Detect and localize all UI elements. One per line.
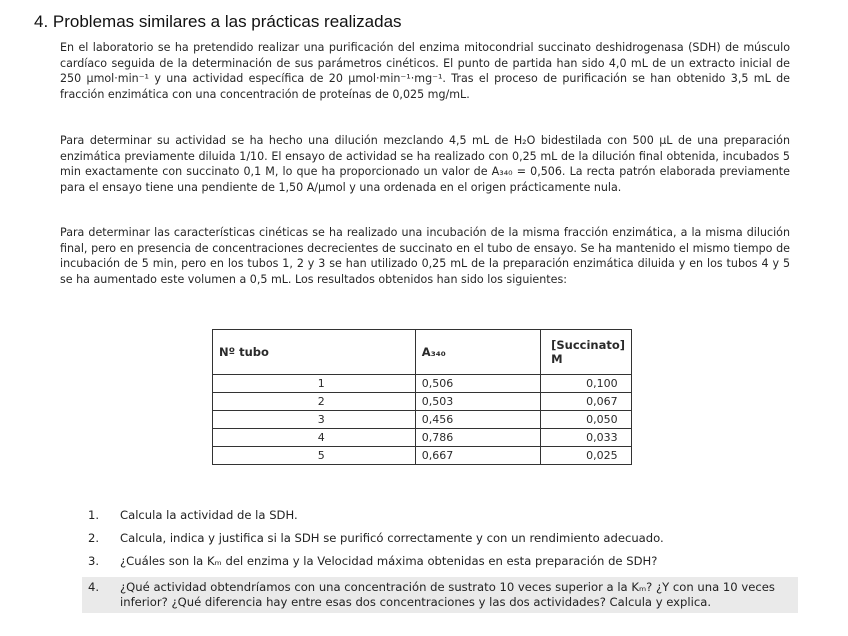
question-number: 1. — [88, 508, 100, 522]
question-list — [88, 508, 788, 621]
table-row — [213, 375, 632, 393]
paragraph-activity-assay: Para determinar su actividad se ha hecho una dilución mezclando 4,5 mL de H₂O bidestilada con 500 µL de una preparación enzimática previamente diluida 1/10. El ensayo de actividad se ha realizado con 0,25 mL de la dilución final obtenida, incubados 5 min exactamente con succinato 0,1 M, lo que ha proporcionado un valor de A₃₄₀ = 0,506. La recta patrón elaborada previamente para el ensayo tiene una pendiente de 1,50 A/µmol y una ordenada en el origen prácticamente nula. — [60, 134, 790, 194]
cell-absorbance: 0,456 — [415, 411, 540, 429]
table-row — [213, 447, 632, 465]
header-absorbance: A₃₄₀ — [415, 330, 540, 375]
cell-absorbance: 0,503 — [415, 393, 540, 411]
cell-tube: 5 — [213, 447, 416, 465]
question-number: 3. — [88, 554, 100, 568]
cell-succinate: 0,033 — [541, 429, 632, 447]
list-item — [88, 531, 788, 546]
question-text: Calcula la actividad de la SDH. — [120, 508, 298, 522]
cell-tube: 1 — [213, 375, 416, 393]
cell-tube: 3 — [213, 411, 416, 429]
cell-tube: 4 — [213, 429, 416, 447]
header-succinate: [Succinato] M — [541, 330, 632, 375]
cell-absorbance: 0,667 — [415, 447, 540, 465]
table-row — [213, 429, 632, 447]
cell-absorbance: 0,786 — [415, 429, 540, 447]
paragraph-purification: En el laboratorio se ha pretendido realizar una purificación del enzima mitocondrial succinato deshidrogenasa (SDH) de músculo cardíaco seguida de la determinación de sus parámetros cinéticos. El punto de partida han sido 4,0 mL de un extracto inicial de 250 µmol·min⁻¹ y una actividad específica de 20 µmol·min⁻¹·mg⁻¹. Tras el proceso de purificación se han obtenido 3,5 mL de fracción enzimática con una concentración de proteínas de 0,025 mg/mL. — [60, 41, 790, 101]
cell-succinate: 0,067 — [541, 393, 632, 411]
cell-succinate: 0,025 — [541, 447, 632, 465]
question-text: ¿Cuáles son la Kₘ del enzima y la Velocidad máxima obtenidas en esta preparación de SDH? — [120, 554, 658, 568]
cell-tube: 2 — [213, 393, 416, 411]
question-number: 2. — [88, 531, 100, 545]
cell-absorbance: 0,506 — [415, 375, 540, 393]
list-item-highlighted — [82, 577, 798, 613]
list-item — [88, 554, 788, 569]
results-table — [212, 329, 632, 465]
question-number: 4. — [88, 580, 100, 594]
table-header-row — [213, 330, 632, 375]
cell-succinate: 0,050 — [541, 411, 632, 429]
list-item — [88, 508, 788, 523]
cell-succinate: 0,100 — [541, 375, 632, 393]
table-row — [213, 411, 632, 429]
header-tube: Nº tubo — [213, 330, 416, 375]
table-row — [213, 393, 632, 411]
question-text: Calcula, indica y justifica si la SDH se purificó correctamente y con un rendimiento adecuado. — [120, 531, 664, 545]
question-text: ¿Qué actividad obtendríamos con una concentración de sustrato 10 veces superior a la Kₘ? ¿Y con una 10 veces inferior? ¿Qué diferencia hay entre esas dos concentraciones y las dos actividades? Calcula y explica. — [120, 580, 775, 609]
paragraph-kinetics: Para determinar las características cinéticas se ha realizado una incubación de la misma fracción enzimática, a la misma dilución final, pero en presencia de concentraciones decrecientes de succinato en el tubo de ensayo. Se ha mantenido el mismo tiempo de incubación de 5 min, pero en los tubos 1, 2 y 3 se han utilizado 0,25 mL de la preparación enzimática diluida y en los tubos 4 y 5 se ha aumentado este volumen a 0,5 mL. Los resultados obtenidos han sido los siguientes: — [60, 226, 790, 286]
page-title: 4. Problemas similares a las prácticas realizadas — [34, 12, 402, 31]
